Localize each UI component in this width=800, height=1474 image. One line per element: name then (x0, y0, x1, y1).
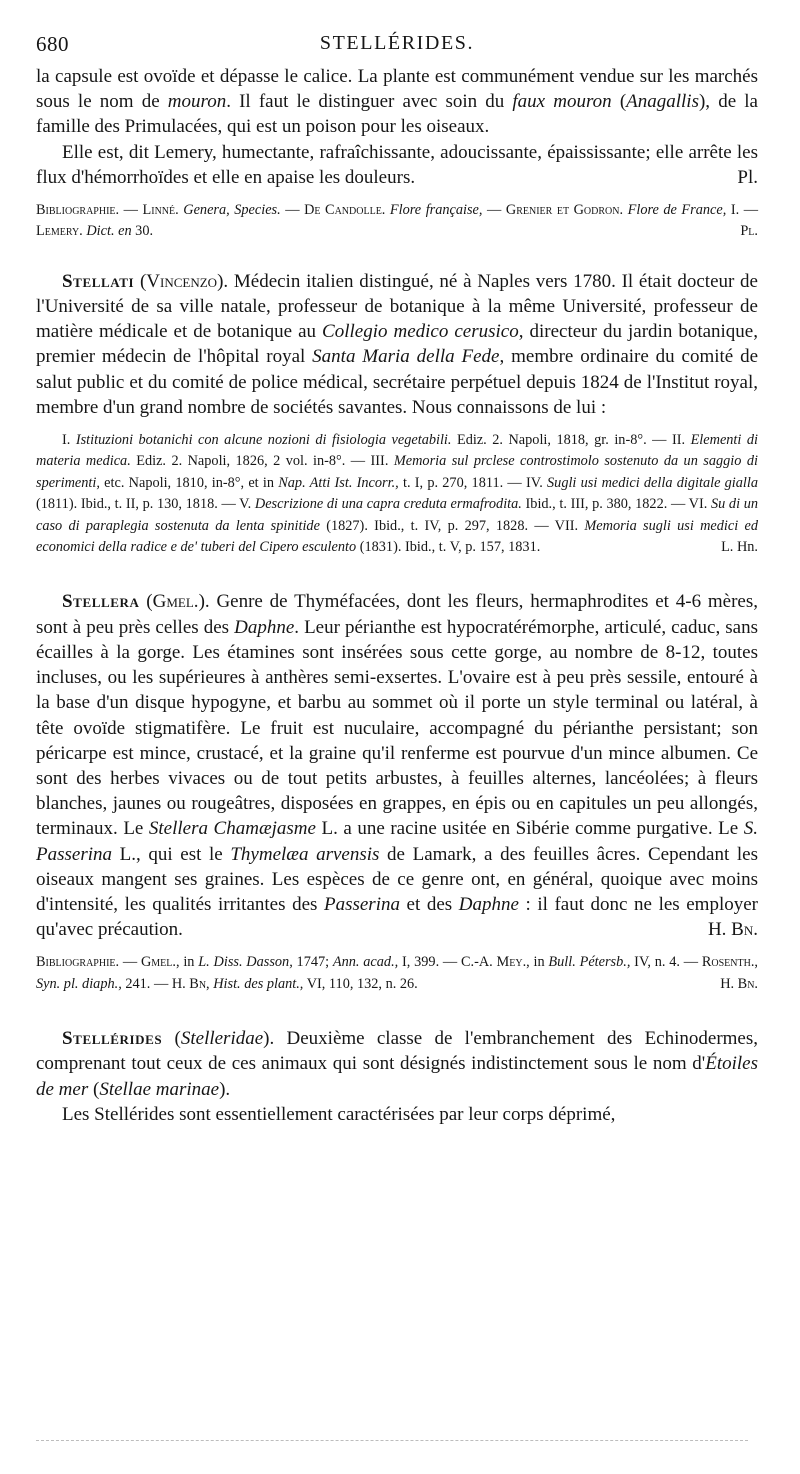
text: etc. Napoli, 1810, in-8°, et in (99, 474, 279, 491)
italic-term: Daphne (234, 616, 295, 638)
text: t. I, p. 270, 1811. — IV. (398, 474, 548, 491)
work-title: Dict. en (82, 223, 132, 240)
italic-term: Stellera Chamæjasme (148, 818, 316, 840)
page-content (36, 64, 758, 1127)
text: IV, n. 4. — (630, 954, 702, 971)
italic-term: Stelleridae (180, 1028, 264, 1050)
text: : il faut donc ne les employer qu'avec précaution. (36, 893, 758, 941)
text: I, 399. — (398, 954, 461, 971)
bibliography-label: Bibliographie. (36, 202, 120, 219)
work-title: Nap. Atti Ist. Incorr., (278, 474, 399, 491)
work-title: Hist. des plant., (213, 975, 304, 992)
text: in (529, 954, 549, 971)
author-name: De Candolle. (304, 202, 386, 219)
text: ). Genre de Thyméfacées, dont les fleurs, hermaphrodites et 4-6 mères, sont à peu près celles des (36, 591, 758, 638)
author-signature: H. Bn. (720, 975, 758, 992)
work-title: Ann. acad., (332, 954, 399, 971)
work-title: Flore française, (385, 202, 483, 219)
italic-term: Thymelæa arvensis (230, 843, 380, 865)
text: la capsule est ovoïde et dépasse le calice. La plante est communément vendue sur les marchés sous le nom de (36, 66, 758, 113)
author-name: Lemery. (36, 223, 83, 240)
italic-term: Passerina (323, 893, 400, 915)
italic-term: Daphne (458, 893, 519, 915)
text: L., qui est le (112, 843, 231, 865)
italic-term: Étoiles de mer (36, 1053, 758, 1100)
authority: Gmel. (152, 591, 199, 613)
page-header (36, 26, 758, 60)
text: . Leur périanthe est hypocratérémorphe, articulé, caduc, sans écailles à la gorge. Les étamines sont insérées sous cette gorge, au nombre de 8-12, toutes incluses, ou les supérieures à anthères semi-exsertes. L'ovaire est à peu près sessile, entouré à la base d'un disque hypogyne, et barbu au sommet où il porte un style terminal ou latéral, à tête ovoïde stigmatifère. Le fruit est nuculaire, accompagné du périanthe persistant; son péricarpe est mince, crustacé, et la graine qu'il renferme est pourvue d'un mince albumen. Ce sont des herbes vivaces ou de tout petits arbustes, à feuilles alternes, lancéolées; à fleurs blanches, jaunes ou rougeâtres, disposées en grappes, en épis ou en capitules un peu allongés, terminaux. Le (36, 616, 758, 840)
text: ( (139, 591, 153, 613)
given-name: Vincenzo (146, 270, 218, 292)
author-signature: Pl. (740, 223, 758, 240)
text: ( (611, 91, 627, 113)
stellerides-paragraph: Les Stellérides sont essentiellement caractérisées par leur corps déprimé, (62, 1103, 616, 1125)
author-name: Gmel., (140, 954, 180, 971)
work-title: Istituzioni botanichi con alcune nozioni di fisiologia vegetabili. (75, 432, 452, 449)
text: 30. (131, 223, 154, 240)
author-name: C.-A. Mey., (460, 954, 530, 971)
text: (1831). Ibid., t. V, p. 157, 1831. (356, 539, 541, 556)
work-title: Genera, Species. (178, 202, 281, 219)
text: ). (219, 1078, 231, 1100)
text: . Il faut le distinguer avec soin du (226, 91, 513, 113)
author-name: H. Bn, (171, 975, 210, 992)
work-title: Memoria sugli usi medici ed economici della radice e de' tuberi del Cipero esculento (36, 517, 758, 556)
text: Ibid., t. III, p. 380, 1822. — VI. (521, 496, 711, 513)
text: (1811). Ibid., t. II, p. 130, 1818. — V. (36, 496, 255, 513)
italic-term: Collegio medico cerusico (322, 321, 519, 343)
text: ), de la famille des Primulacées, qui est un poison pour les oiseaux. (36, 91, 758, 138)
page-number: 680 (36, 32, 69, 56)
work-title: Bull. Pétersb., (548, 954, 631, 971)
text: , membre ordinaire du comité de salut public et du comité de police médical, secrétaire perpétuel depuis 1824 de l'Institut royal, membre d'un grand nombre de sociétés savantes. Nous connaissons de lui : (36, 346, 758, 418)
entry-stellati (36, 269, 758, 420)
bibliography-label: Bibliographie. (36, 954, 120, 971)
author-signature: Pl. (737, 166, 758, 188)
bibliography-stellaria (36, 200, 758, 243)
italic-term: Anagallis (626, 91, 699, 113)
headword: Stellera (62, 591, 140, 613)
text: ( (88, 1078, 100, 1100)
text: — (119, 954, 141, 971)
text: — (119, 202, 143, 219)
work-title: Descrizione di una capra creduta ermafrodita. (254, 496, 522, 513)
text: ( (162, 1028, 181, 1050)
text: I. (62, 432, 76, 449)
italic-term: S. Passerina (36, 818, 758, 865)
continuation-paragraph (36, 64, 758, 140)
text: 241. — (121, 975, 172, 992)
text: VI, 110, 132, n. 26. (303, 975, 418, 992)
page-bottom-rule (36, 1440, 748, 1441)
text: L. a une racine usitée en Sibérie comme purgative. Le (315, 818, 744, 840)
text: , directeur du jardin botanique, premier médecin de l'hôpital royal (36, 321, 758, 368)
entry-stellerides (36, 1026, 758, 1102)
stellati-works-list (36, 430, 758, 558)
headword: Stellérides (62, 1028, 163, 1050)
work-title: Sugli usi medici della digitale gialla (547, 474, 759, 491)
work-title: Memoria sul prclese controstimolo sostenuto da un saggio di sperimenti, (36, 453, 758, 491)
text: ). Deuxième classe de l'embranchement des Echinodermes, comprenant tout ceux de ces animaux qui sont désignés indistinctement sous le nom d' (36, 1028, 758, 1075)
work-title: Flore de France, (623, 202, 727, 219)
text: (1827). Ibid., t. IV, p. 297, 1828. — VII. (319, 517, 585, 534)
text: de Lamark, a des feuilles âcres. Cependant les oiseaux mangent ses graines. Les espèces de ce genre ont, en général, quoique avec moins d'intensité, les qualités irritantes des (36, 843, 758, 915)
work-title: L. Diss. Dasson, (198, 954, 293, 971)
text: Ediz. 2. Napoli, 1818, gr. in-8°. — II. (451, 432, 691, 449)
text: Elle est, dit Lemery, humectante, rafraîchissante, adoucissante, épaississante; elle arrête les flux d'hémorrhoïdes et elle en apaise les douleurs. (36, 141, 758, 188)
italic-term: Stellae marinae (99, 1078, 220, 1100)
text: 1747; (292, 954, 333, 971)
lemery-paragraph (36, 140, 758, 190)
work-title: Su di un caso di paraplegia sostenuta da lenta spinitide (36, 496, 758, 534)
bibliography-stellera (36, 952, 758, 995)
text: Ediz. 2. Napoli, 1826, 2 vol. in-8°. — III. (130, 453, 394, 470)
author-name: Rosenth., (701, 954, 758, 971)
work-title: Syn. pl. diaph., (36, 975, 122, 992)
author-name: Linné. (142, 202, 179, 219)
text: — (482, 202, 506, 219)
text: et des (399, 893, 459, 915)
work-title: Elementi di materia medica. (36, 432, 758, 470)
text: — (280, 202, 305, 219)
author-signature: L. Hn. (721, 539, 758, 556)
italic-term: mouron (167, 91, 227, 113)
italic-term: Santa Maria della Fede (312, 346, 500, 368)
author-name: Grenier et Godron. (505, 202, 624, 219)
running-title: STELLÉRIDES. (319, 32, 475, 54)
text: ( (134, 270, 147, 292)
author-signature: H. Bn. (707, 919, 758, 941)
entry-stellera (36, 589, 758, 942)
text: I. — (726, 202, 759, 219)
text: in (179, 954, 199, 971)
text: ). Médecin italien distingué, né à Naples vers 1780. Il était docteur de l'Université de sa ville natale, professeur de botanique à la même Université, professeur de matière médicale et de botanique au (36, 270, 758, 343)
headword: Stellati (62, 270, 135, 292)
italic-term: faux mouron (512, 91, 612, 113)
